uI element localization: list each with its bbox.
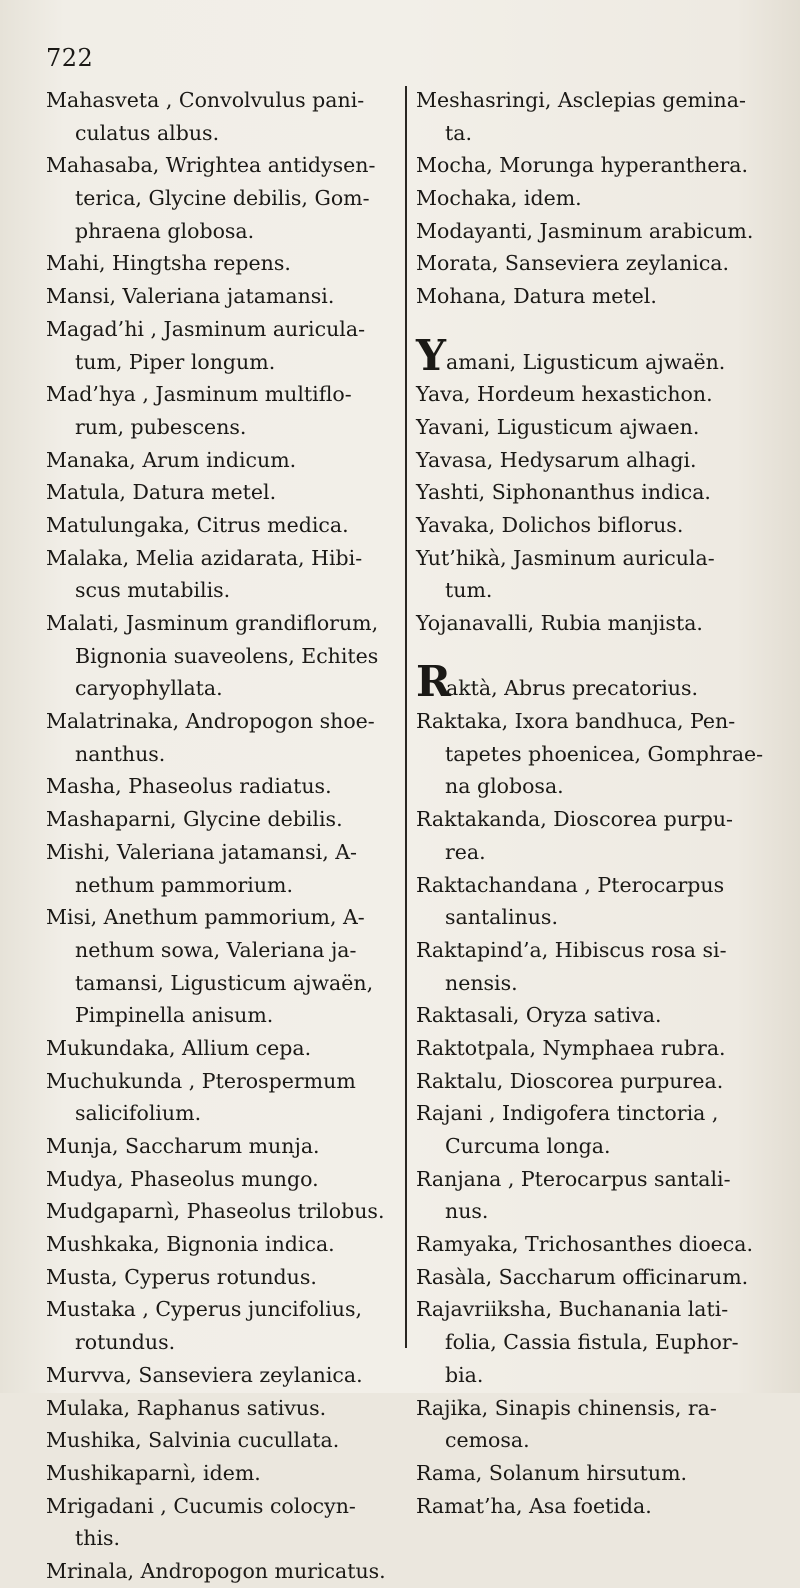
glossary-line: [416, 247, 792, 280]
glossary-line-text: Mustaka , Cyperus juncifolius,: [46, 1297, 363, 1322]
glossary-line-text: santalinus.: [445, 905, 558, 930]
glossary-line: [46, 1326, 398, 1359]
left-column: [46, 84, 398, 1588]
glossary-line: [416, 657, 792, 707]
glossary-line-text: Meshasringi, Asclepias gemina-: [416, 88, 746, 112]
glossary-line-text: Rama, Solanum hirsutum.: [416, 1460, 688, 1485]
glossary-line-text: nethum pammorium.: [75, 872, 294, 897]
glossary-line-text: Modayanti, Jasminum arabicum.: [416, 218, 754, 243]
glossary-line: [46, 509, 398, 542]
glossary-line-text: Malatrinaka, Andropogon shoe-: [46, 709, 375, 734]
glossary-line: [46, 117, 398, 150]
glossary-line: [416, 1457, 792, 1490]
glossary-line: [416, 1065, 792, 1098]
glossary-line-text: Ramat’ha, Asa foetida.: [416, 1493, 652, 1518]
glossary-line: [46, 378, 398, 411]
glossary-line: [416, 509, 792, 542]
glossary-line-text: rotundus.: [75, 1330, 176, 1355]
glossary-line: [416, 705, 792, 738]
glossary-line: [46, 999, 398, 1032]
glossary-line-text: Mushika, Salvinia cucullata.: [46, 1428, 340, 1453]
glossary-line-text: Morata, Sanseviera zeylanica.: [416, 251, 730, 276]
glossary-line-text: tamansi, Ligusticum ajwaën,: [75, 970, 374, 995]
glossary-line-text: Manaka, Arum indicum.: [46, 447, 297, 472]
glossary-line: [416, 378, 792, 411]
glossary-line: [46, 1359, 398, 1392]
glossary-line-text: Yavasa, Hedysarum alhagi.: [416, 447, 697, 472]
glossary-line: [416, 1130, 792, 1163]
glossary-line: [46, 149, 398, 182]
column-divider: [405, 86, 407, 1348]
glossary-line: [46, 1555, 398, 1588]
glossary-line-text: Musta, Cyperus rotundus.: [46, 1264, 317, 1289]
glossary-line-text: Pimpinella anisum.: [75, 1003, 274, 1028]
glossary-line: [46, 869, 398, 902]
glossary-line-text: ta.: [445, 120, 472, 145]
glossary-line-text: Bignonia suaveolens, Echites: [75, 643, 379, 668]
glossary-line-text: Mahi, Hingtsha repens.: [46, 251, 291, 276]
section-gap: [416, 313, 792, 346]
glossary-line: [46, 346, 398, 379]
glossary-line-text: Yashti, Siphonanthus indica.: [416, 480, 711, 505]
glossary-line-text: caryophyllata.: [75, 676, 223, 701]
glossary-line: [46, 1163, 398, 1196]
glossary-line-text: Matula, Datura metel.: [46, 480, 277, 505]
glossary-line-text: aktà, Abrus precatorius.: [446, 676, 699, 701]
glossary-line: [416, 901, 792, 934]
glossary-line: [46, 1424, 398, 1457]
glossary-line-text: Mrigadani , Cucumis colocyn-: [46, 1493, 356, 1518]
right-column: [416, 84, 792, 1522]
glossary-line-text: Mansi, Valeriana jatamansi.: [46, 284, 335, 309]
page-number: 722: [46, 44, 94, 72]
glossary-line-text: Mulaka, Raphanus sativus.: [46, 1395, 327, 1420]
glossary-line-text: Mrinala, Andropogon muricatus.: [46, 1558, 386, 1583]
glossary-line-text: phraena globosa.: [75, 218, 255, 243]
glossary-line: [416, 1032, 792, 1065]
glossary-line-text: Yava, Hordeum hexastichon.: [416, 382, 713, 407]
glossary-line-text: Masha, Phaseolus radiatus.: [46, 774, 332, 799]
glossary-line: [416, 1261, 792, 1294]
glossary-line: [416, 1490, 792, 1523]
glossary-line-text: cemosa.: [445, 1428, 530, 1453]
glossary-line-text: Malati, Jasminum grandiflorum,: [46, 611, 379, 635]
glossary-line-text: Curcuma longa.: [445, 1134, 611, 1158]
glossary-line: [46, 444, 398, 477]
glossary-line: [46, 476, 398, 509]
glossary-line: [416, 84, 792, 117]
glossary-line-text: Misi, Anethum pammorium, A-: [46, 905, 365, 930]
glossary-line: [416, 411, 792, 444]
glossary-line-text: Rajika, Sinapis chinensis, ra-: [416, 1395, 717, 1420]
glossary-line-text: nanthus.: [75, 741, 166, 766]
glossary-line-text: Magad’hi , Jasminum auricula-: [46, 316, 365, 341]
glossary-line-text: salicifolium.: [75, 1101, 202, 1126]
glossary-line-text: Raktachandana , Pterocarpus: [416, 872, 725, 897]
glossary-line-text: Yavani, Ligusticum ajwaen.: [416, 414, 700, 439]
glossary-line: [46, 1392, 398, 1425]
glossary-line: [416, 149, 792, 182]
glossary-line: [46, 84, 398, 117]
glossary-line: [416, 967, 792, 1000]
glossary-line-text: Yojanavalli, Rubia manjista.: [416, 611, 703, 635]
drop-cap-letter: R: [416, 657, 451, 707]
glossary-line-text: nethum sowa, Valeriana ja-: [75, 937, 357, 962]
glossary-line-text: Matulungaka, Citrus medica.: [46, 512, 349, 537]
glossary-line-text: Mohana, Datura metel.: [416, 284, 657, 309]
glossary-line-text: Raktotpala, Nymphaea rubra.: [416, 1035, 726, 1060]
glossary-line: [416, 999, 792, 1032]
glossary-line: [46, 1293, 398, 1326]
glossary-line: [416, 117, 792, 150]
glossary-line: [46, 1097, 398, 1130]
glossary-line: [416, 836, 792, 869]
glossary-line: [46, 934, 398, 967]
glossary-line: [46, 738, 398, 771]
glossary-line-text: Mahasveta , Convolvulus pani-: [46, 88, 365, 112]
glossary-line: [46, 803, 398, 836]
drop-cap-letter: Y: [416, 330, 446, 380]
glossary-line: [46, 280, 398, 313]
glossary-line: [416, 574, 792, 607]
glossary-line: [416, 1359, 792, 1392]
glossary-line: [46, 1228, 398, 1261]
glossary-line-text: nensis.: [445, 970, 518, 995]
glossary-line: [46, 542, 398, 575]
glossary-line: [416, 1097, 792, 1130]
glossary-line-text: amani, Ligusticum ajwaën.: [446, 349, 726, 374]
glossary-line-text: rum, pubescens.: [75, 414, 247, 439]
glossary-line-text: Mahasaba, Wrightea antidysen-: [46, 153, 376, 178]
glossary-line: [46, 1261, 398, 1294]
glossary-line-text: Raktapind’a, Hibiscus rosa si-: [416, 937, 727, 962]
glossary-line: [46, 770, 398, 803]
glossary-line-text: Muchukunda , Pterospermum: [46, 1068, 356, 1093]
glossary-line-text: na globosa.: [445, 774, 564, 799]
glossary-line-text: Mukundaka, Allium cepa.: [46, 1035, 312, 1060]
glossary-line-text: Raktasali, Oryza sativa.: [416, 1003, 662, 1028]
glossary-line-text: Mishi, Valeriana jatamansi, A-: [46, 839, 357, 864]
glossary-line-text: Mudya, Phaseolus mungo.: [46, 1166, 319, 1191]
glossary-line: [46, 1522, 398, 1555]
glossary-line-text: tum.: [445, 578, 493, 603]
glossary-line-text: Raktaka, Ixora bandhuca, Pen-: [416, 709, 736, 734]
glossary-line: [46, 1457, 398, 1490]
glossary-line: [416, 476, 792, 509]
glossary-line: [416, 770, 792, 803]
glossary-line: [416, 1228, 792, 1261]
glossary-line: [46, 182, 398, 215]
glossary-line-text: Mochaka, idem.: [416, 186, 582, 211]
glossary-line-text: culatus albus.: [75, 120, 220, 145]
glossary-line: [416, 1195, 792, 1228]
glossary-line: [46, 1130, 398, 1163]
glossary-line: [46, 574, 398, 607]
glossary-line: [416, 1163, 792, 1196]
glossary-line: [46, 607, 398, 640]
glossary-line-text: Rajani , Indigofera tinctoria ,: [416, 1101, 719, 1126]
glossary-line-text: Mad’hya , Jasminum multiflo-: [46, 382, 352, 407]
glossary-line: [46, 1065, 398, 1098]
section-gap: [416, 640, 792, 673]
glossary-line-text: bia.: [445, 1362, 484, 1387]
glossary-line: [416, 738, 792, 771]
glossary-line-text: nus.: [445, 1199, 489, 1224]
glossary-line: [46, 705, 398, 738]
glossary-line-text: Ranjana , Pterocarpus santali-: [416, 1166, 731, 1191]
glossary-line: [416, 330, 792, 380]
glossary-line-text: Malaka, Melia azidarata, Hibi-: [46, 545, 363, 570]
glossary-line: [46, 836, 398, 869]
glossary-line: [46, 1032, 398, 1065]
glossary-line-text: scus mutabilis.: [75, 578, 231, 603]
glossary-line: [416, 542, 792, 575]
glossary-line-text: Mudgaparnì, Phaseolus trilobus.: [46, 1199, 385, 1224]
glossary-line-text: Yavaka, Dolichos biflorus.: [416, 512, 684, 537]
glossary-line-text: Raktalu, Dioscorea purpurea.: [416, 1068, 724, 1093]
glossary-line-text: Mocha, Morunga hyperanthera.: [416, 153, 749, 178]
glossary-line: [416, 1293, 792, 1326]
glossary-line-text: Raktakanda, Dioscorea purpu-: [416, 807, 733, 832]
glossary-line: [46, 672, 398, 705]
glossary-line-text: this.: [75, 1526, 121, 1551]
glossary-line: [416, 934, 792, 967]
glossary-line-text: Mushkaka, Bignonia indica.: [46, 1232, 335, 1257]
glossary-line-text: Rajavriiksha, Buchanania lati-: [416, 1297, 729, 1322]
glossary-line-text: tapetes phoenicea, Gomphrae-: [445, 741, 764, 766]
glossary-line-text: Rasàla, Saccharum officinarum.: [416, 1264, 749, 1289]
glossary-line: [416, 1326, 792, 1359]
glossary-line: [416, 803, 792, 836]
glossary-line: [416, 280, 792, 313]
glossary-line: [416, 215, 792, 248]
glossary-line-text: Mushikaparnì, idem.: [46, 1460, 261, 1485]
glossary-line-text: Ramyaka, Trichosanthes dioeca.: [416, 1232, 754, 1257]
glossary-line-text: tum, Piper longum.: [75, 349, 276, 374]
glossary-line: [46, 640, 398, 673]
glossary-line-text: Munja, Saccharum munja.: [46, 1134, 320, 1158]
glossary-line-text: Yut’hikà, Jasminum auricula-: [416, 545, 715, 570]
glossary-line-text: rea.: [445, 839, 486, 864]
glossary-line-text: Murvva, Sanseviera zeylanica.: [46, 1362, 363, 1387]
glossary-line: [416, 869, 792, 902]
glossary-line: [46, 247, 398, 280]
glossary-line: [46, 1195, 398, 1228]
glossary-line-text: Mashaparni, Glycine debilis.: [46, 807, 343, 832]
glossary-line-text: terica, Glycine debilis, Gom-: [75, 186, 370, 211]
glossary-line: [46, 411, 398, 444]
glossary-line: [416, 444, 792, 477]
glossary-line: [46, 901, 398, 934]
glossary-line: [46, 313, 398, 346]
glossary-line: [46, 967, 398, 1000]
glossary-line: [46, 215, 398, 248]
glossary-line: [416, 1392, 792, 1425]
glossary-line: [416, 1424, 792, 1457]
glossary-line: [46, 1490, 398, 1523]
glossary-line: [416, 607, 792, 640]
glossary-line: [416, 182, 792, 215]
glossary-line-text: folia, Cassia fistula, Euphor-: [445, 1330, 739, 1355]
